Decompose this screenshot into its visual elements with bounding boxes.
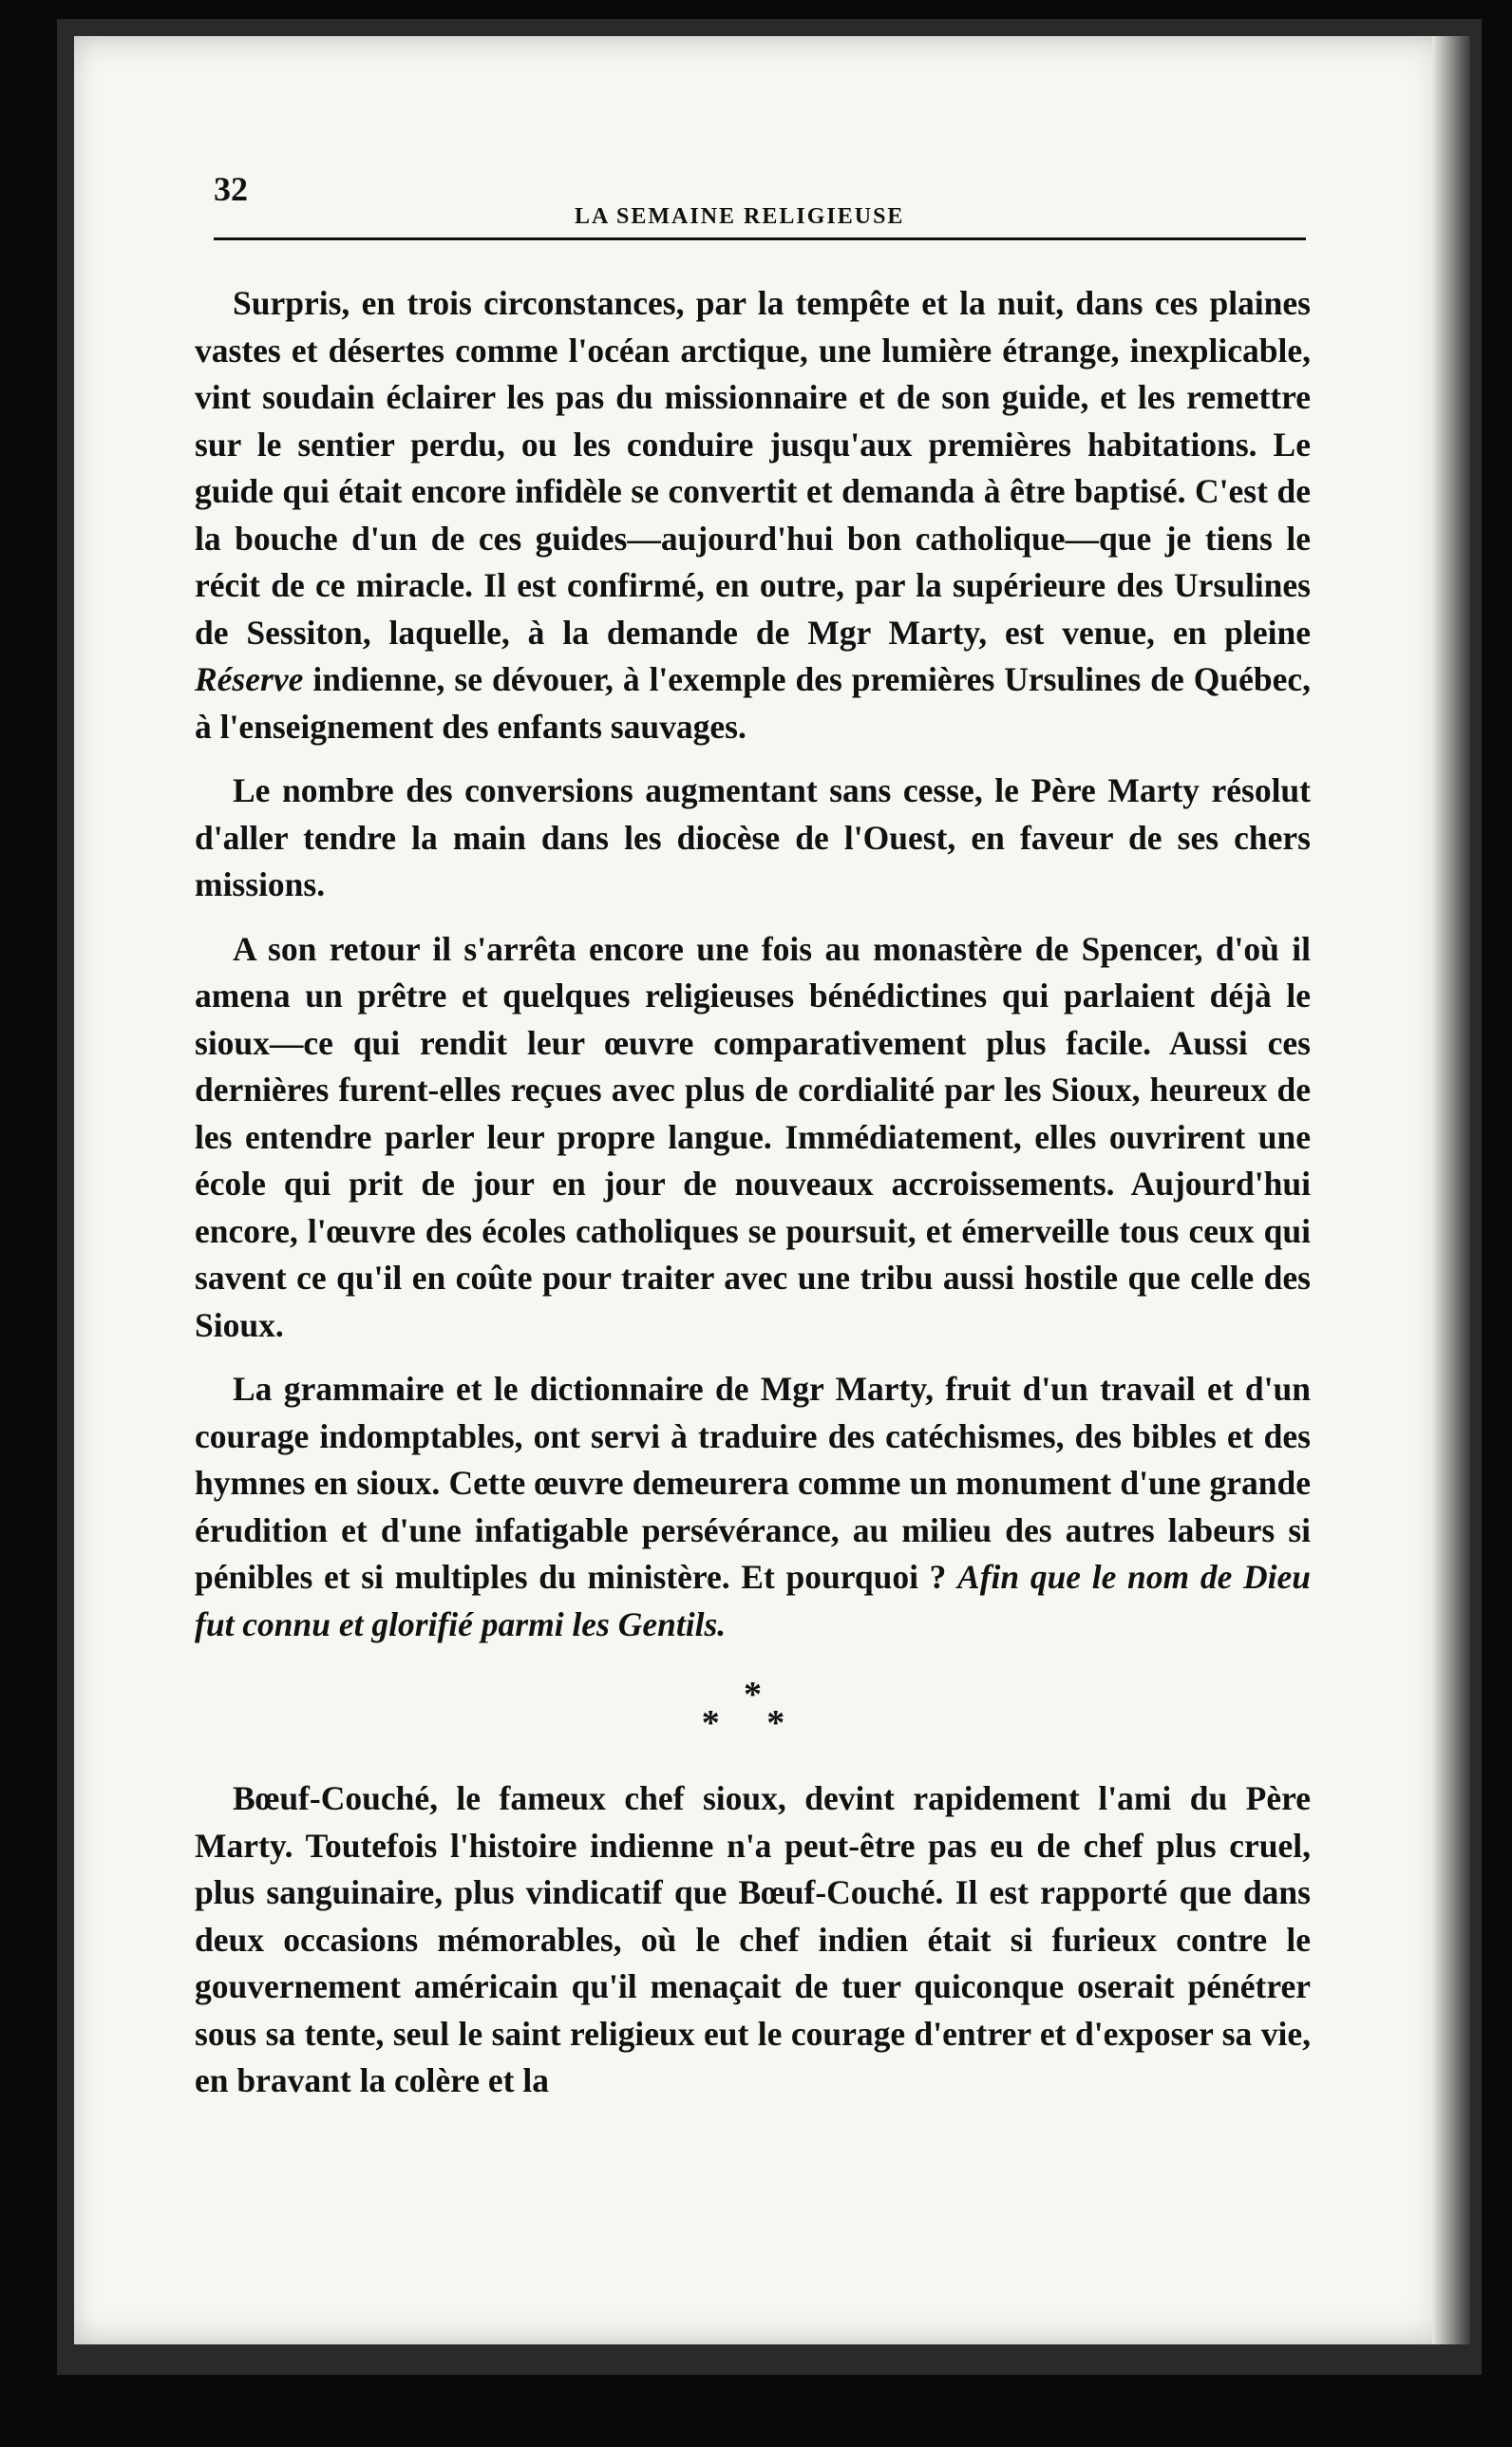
page-edge-shadow: [1432, 36, 1470, 2344]
separator-top-star: *: [744, 1675, 762, 1715]
separator-bottom-stars: * *: [701, 1703, 804, 1743]
body-text: [195, 280, 1311, 2105]
page-number: 32: [214, 170, 248, 208]
running-title: LA SEMAINE RELIGIEUSE: [575, 204, 905, 229]
paragraph-5: Bœuf-Couché, le fameux chef sioux, devint rapidement l'ami du Père Marty. Toutefois l'histoire indienne n'a peut-être pas eu de chef plus cruel, plus sanguinaire, plus vindicatif que Bœuf-Couché. Il est rapporté que dans deux occasions mémorables, où le chef indien était si furieux contre le gouvernement américain qu'il menaçait de tuer quiconque oserait pénétrer sous sa tente, seul le saint religieux eut le courage d'entrer et d'exposer sa vie, en bravant la colère et la: [195, 1779, 1311, 2099]
section-separator: [195, 1675, 1311, 1743]
page-header: [214, 161, 1306, 240]
paragraph-4: La grammaire et le dictionnaire de Mgr Marty, fruit d'un travail et d'un courage indomptables, ont servi à traduire des catéchismes, des bibles et des hymnes en sioux. Cette œuvre demeurera comme un monument d'une grande érudition et d'une infatigable persévérance, au milieu des autres labeurs si pénibles et si multiples du ministère. Et pourquoi ? Afin que le nom de Dieu fut connu et glorifié parmi les Gentils.: [195, 1370, 1311, 1643]
paragraph-1: Surpris, en trois circonstances, par la tempête et la nuit, dans ces plaines vastes et désertes comme l'océan arctique, une lumière étrange, inexplicable, vint soudain éclairer les pas du missionnaire et de son guide, et les remettre sur le sentier perdu, ou les conduire jusqu'aux premières habitations. Le guide qui était encore infidèle se convertit et demanda à être baptisé. C'est de la bouche d'un de ces guides—aujourd'hui bon catholique—que je tiens le récit de ce miracle. Il est confirmé, en outre, par la supérieure des Ursulines de Sessiton, laquelle, à la demande de Mgr Marty, est venue, en pleine Réserve indienne, se dévouer, à l'exemple des premières Ursulines de Québec, à l'enseignement des enfants sauvages.: [195, 284, 1311, 746]
paragraph-3: A son retour il s'arrêta encore une fois au monastère de Spencer, d'où il amena un prêtre et quelques religieuses bénédictines qui parlaient déjà le sioux—ce qui rendit leur œuvre comparativement plus facile. Aussi ces dernières furent-elles reçues avec plus de cordialité par les Sioux, heureux de les entendre parler leur propre langue. Immédiatement, elles ouvrirent une école qui prit de jour en jour de nouveaux accroissements. Aujourd'hui encore, l'œuvre des écoles catholiques se poursuit, et émerveille tous ceux qui savent ce qu'il en coûte pour traiter avec une tribu aussi hostile que celle des Sioux.: [195, 929, 1311, 1344]
paragraph-2: Le nombre des conversions augmentant sans cesse, le Père Marty résolut d'aller tendre la main dans les diocèse de l'Ouest, en faveur de ses chers missions.: [195, 771, 1311, 903]
